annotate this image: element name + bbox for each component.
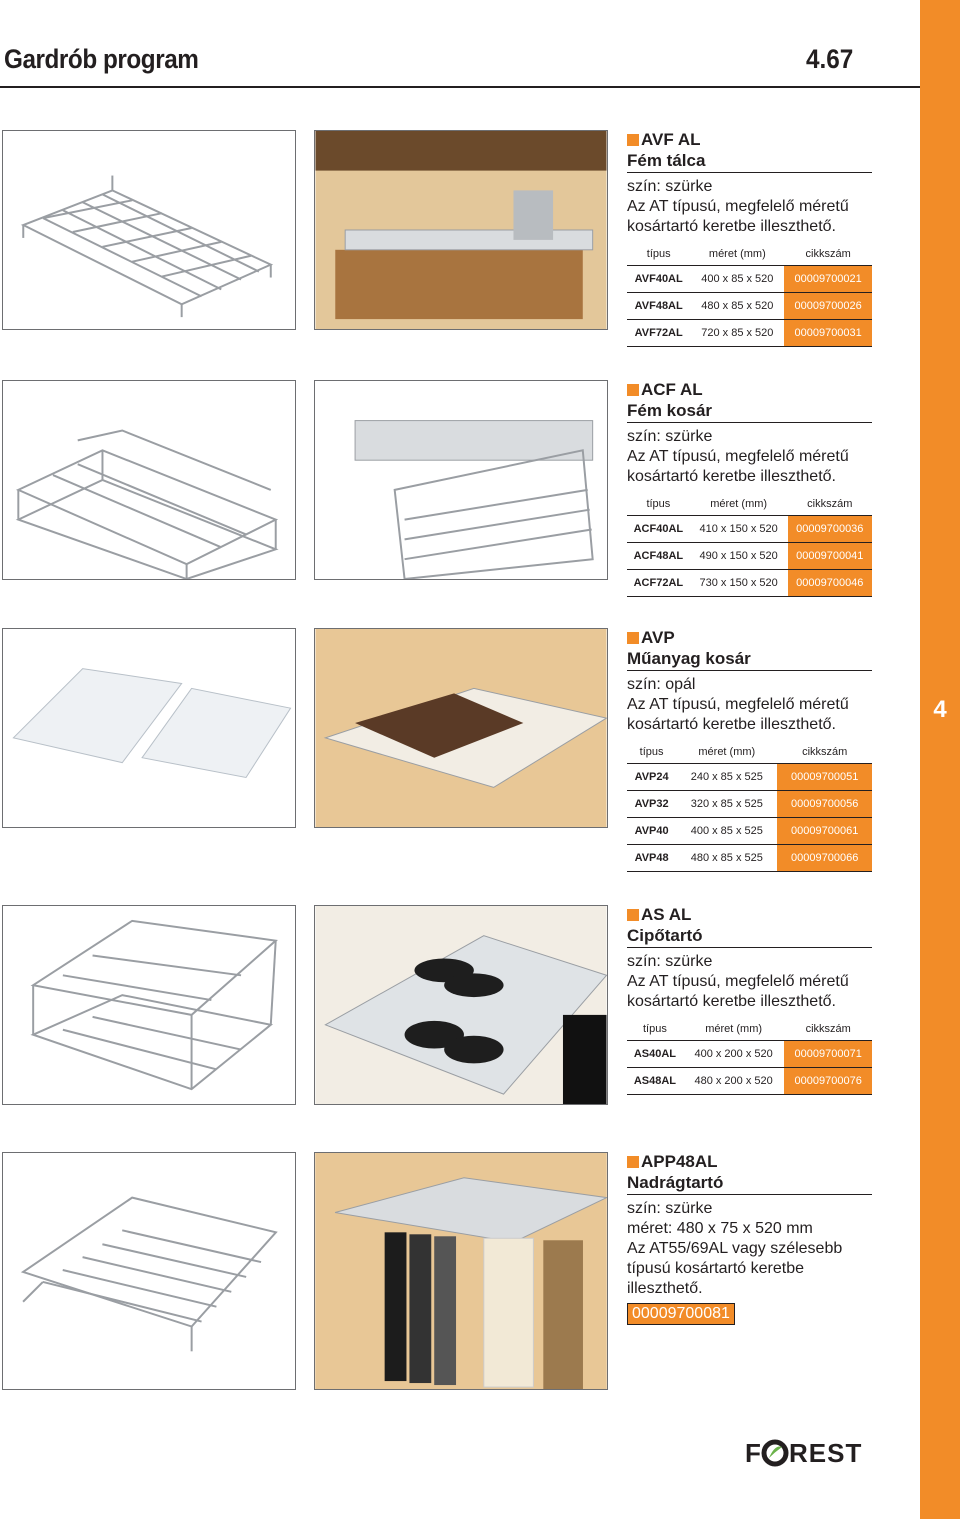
product-color: szín: szürke (627, 1200, 713, 1217)
product-description: Az AT típusú, megfelelő méretű kosártartó keretbe illeszthető. (627, 198, 849, 235)
col-type: típus (627, 1018, 683, 1041)
divider (627, 947, 872, 948)
divider (627, 172, 872, 173)
col-type: típus (627, 741, 676, 764)
product-image-acf-al (2, 380, 296, 580)
product-photo-as-al (314, 905, 608, 1105)
product-description: Az AT55/69AL vagy szélesebb típusú kosártartó keretbe illeszthető. (627, 1240, 843, 1297)
spec-table (627, 741, 872, 872)
col-type: típus (627, 493, 690, 516)
orange-square-icon (627, 1156, 639, 1168)
col-code: cikkszám (784, 243, 872, 266)
product-info-app48al (627, 1152, 872, 1325)
product-description: Az AT típusú, megfelelő méretű kosártartó keretbe illeszthető. (627, 696, 849, 733)
chapter-number: 4 (933, 696, 947, 723)
page-number: 4.67 (806, 44, 854, 74)
col-size: méret (mm) (676, 741, 777, 764)
divider (627, 1194, 872, 1195)
divider (627, 422, 872, 423)
product-description: Az AT típusú, megfelelő méretű kosártartó keretbe illeszthető. (627, 973, 849, 1010)
product-code: AVP (641, 628, 675, 647)
product-name: Műanyag kosár (627, 649, 751, 668)
header-divider (0, 86, 920, 88)
chapter-sidebar (920, 0, 960, 1519)
product-color: szín: opál (627, 676, 696, 693)
product-code: APP48AL (641, 1152, 718, 1171)
divider (627, 670, 872, 671)
product-info-as-al (627, 905, 872, 1095)
col-size: méret (mm) (690, 243, 784, 266)
product-image-avp (2, 628, 296, 828)
product-name: Nadrágtartó (627, 1173, 724, 1192)
col-code: cikkszám (777, 741, 872, 764)
table-row: ACF40AL 410 x 150 x 520 00009700036 (627, 516, 872, 543)
product-size: méret: 480 x 75 x 520 mm (627, 1220, 813, 1237)
col-type: típus (627, 243, 690, 266)
spec-table (627, 493, 872, 597)
table-row: AVP24 240 x 85 x 525 00009700051 (627, 764, 872, 791)
product-color: szín: szürke (627, 178, 713, 195)
table-row: ACF48AL 490 x 150 x 520 00009700041 (627, 543, 872, 570)
col-code: cikkszám (784, 1018, 872, 1041)
table-row: AVF48AL 480 x 85 x 520 00009700026 (627, 293, 872, 320)
product-info-avf-al (627, 130, 872, 347)
product-image-app48al (2, 1152, 296, 1390)
product-name: Cipőtartó (627, 926, 703, 945)
col-size: méret (mm) (690, 493, 788, 516)
product-code: AS AL (641, 905, 692, 924)
product-code: AVF AL (641, 130, 701, 149)
product-name: Fém kosár (627, 401, 713, 420)
product-photo-avp (314, 628, 608, 828)
product-color: szín: szürke (627, 428, 713, 445)
col-size: méret (mm) (683, 1018, 785, 1041)
col-code: cikkszám (788, 493, 872, 516)
orange-square-icon (627, 909, 639, 921)
orange-square-icon (627, 134, 639, 146)
product-photo-acf-al (314, 380, 608, 580)
svg-text:REST: REST (789, 1438, 863, 1468)
product-description: Az AT típusú, megfelelő méretű kosártartó keretbe illeszthető. (627, 448, 849, 485)
product-photo-app48al (314, 1152, 608, 1390)
table-row: AS40AL 400 x 200 x 520 00009700071 (627, 1041, 872, 1068)
spec-table (627, 1018, 872, 1095)
table-row: AVF40AL 400 x 85 x 520 00009700021 (627, 266, 872, 293)
spec-table (627, 243, 872, 347)
table-row: AVP40 400 x 85 x 525 00009700061 (627, 818, 872, 845)
table-row: ACF72AL 730 x 150 x 520 00009700046 (627, 570, 872, 597)
product-info-acf-al (627, 380, 872, 597)
product-photo-avf-al (314, 130, 608, 330)
product-image-avf-al (2, 130, 296, 330)
table-row: AVF72AL 720 x 85 x 520 00009700031 (627, 320, 872, 347)
table-row: AVP32 320 x 85 x 525 00009700056 (627, 791, 872, 818)
orange-square-icon (627, 384, 639, 396)
product-code: ACF AL (641, 380, 703, 399)
product-name: Fém tálca (627, 151, 706, 170)
table-row: AS48AL 480 x 200 x 520 00009700076 (627, 1068, 872, 1095)
page-title: Gardrób program (4, 44, 199, 74)
orange-square-icon (627, 632, 639, 644)
svg-text:F: F (745, 1438, 762, 1468)
product-image-as-al (2, 905, 296, 1105)
product-color: szín: szürke (627, 953, 713, 970)
table-row: AVP48 480 x 85 x 525 00009700066 (627, 845, 872, 872)
article-number-badge: 00009700081 (627, 1303, 735, 1325)
product-info-avp (627, 628, 872, 872)
forest-logo (745, 1438, 875, 1473)
